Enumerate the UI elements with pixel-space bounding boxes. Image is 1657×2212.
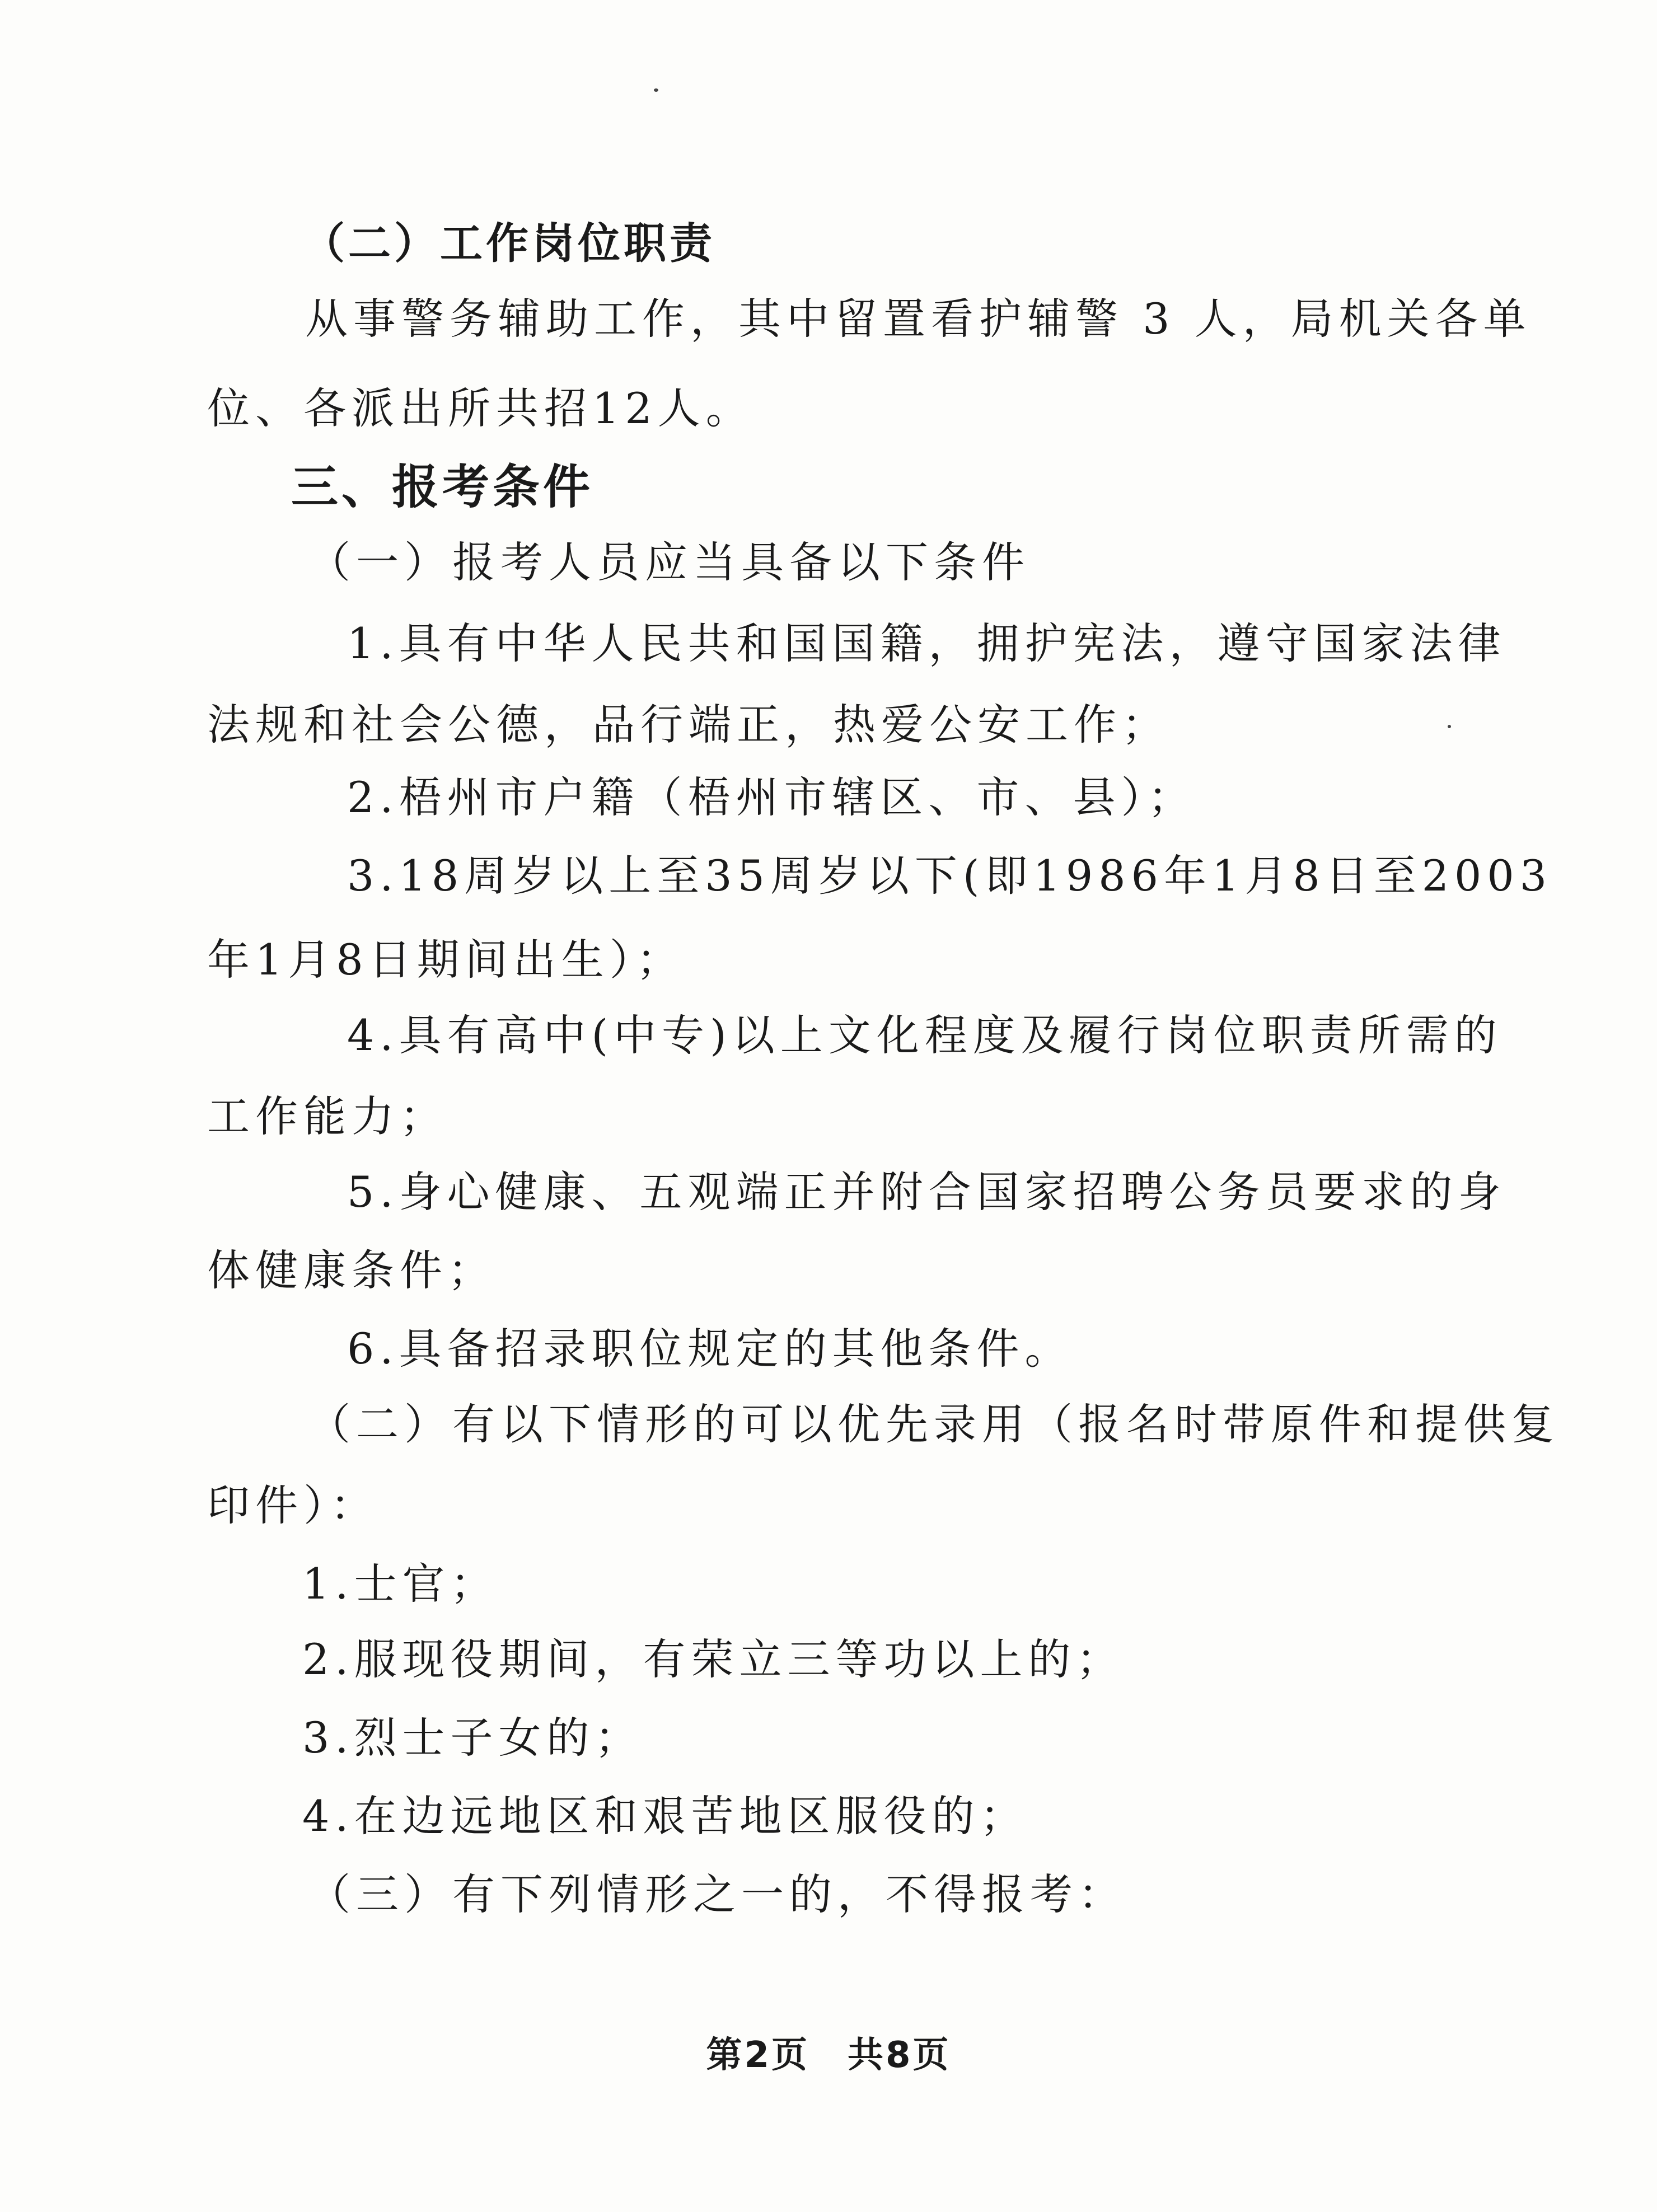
list-item: 1.士官；: [302, 1559, 499, 1609]
paragraph-line: 4.具有高中(中专)以上文化程度及履行岗位职责所需的: [347, 1010, 1502, 1060]
paragraph-line: 体健康条件；: [207, 1245, 496, 1295]
subsection-heading: （三）有下列情形之一的，不得报考：: [308, 1869, 1126, 1919]
paragraph-line: 5.身心健康、五观端正并附合国家招聘公务员要求的身: [347, 1167, 1506, 1217]
paragraph-line: 位、各派出所共招12人。: [207, 383, 754, 433]
subsection-heading: （二）有以下情形的可以优先录用（报名时带原件和提供复: [308, 1399, 1560, 1449]
paragraph-line: 从事警务辅助工作，其中留置看护辅警 3 人，局机关各单: [305, 294, 1532, 344]
list-item: 3.烈士子女的；: [302, 1713, 643, 1763]
page-number-footer: 第2页 共8页: [706, 2035, 951, 2076]
paragraph-line: 6.具备招录职位规定的其他条件。: [347, 1324, 1073, 1374]
list-item: 2.服现役期间，有荣立三等功以上的；: [302, 1634, 1125, 1684]
subsection-heading: （一）报考人员应当具备以下条件: [308, 537, 1030, 587]
section-heading-duties: （二）工作岗位职责: [302, 218, 715, 268]
paragraph-line: 3.18周岁以上至35周岁以下(即1986年1月8日至2003: [347, 851, 1553, 901]
list-item: 4.在边远地区和艰苦地区服役的；: [302, 1791, 1028, 1841]
paragraph-line: 1.具有中华人民共和国国籍，拥护宪法，遵守国家法律: [347, 618, 1506, 668]
paragraph-line: 工作能力；: [207, 1091, 448, 1141]
section-heading-requirements: 三、报考条件: [291, 460, 594, 514]
scan-speck: [1448, 725, 1451, 728]
scan-speck: [654, 88, 658, 92]
paragraph-line: 年1月8日期间出生）；: [207, 935, 685, 985]
paragraph-line: 印件）：: [207, 1480, 378, 1530]
paragraph-line: 法规和社会公德，品行端正，热爱公安工作；: [207, 700, 1170, 749]
paragraph-line: 2.梧州市户籍（梧州市辖区、市、县）；: [347, 772, 1196, 822]
